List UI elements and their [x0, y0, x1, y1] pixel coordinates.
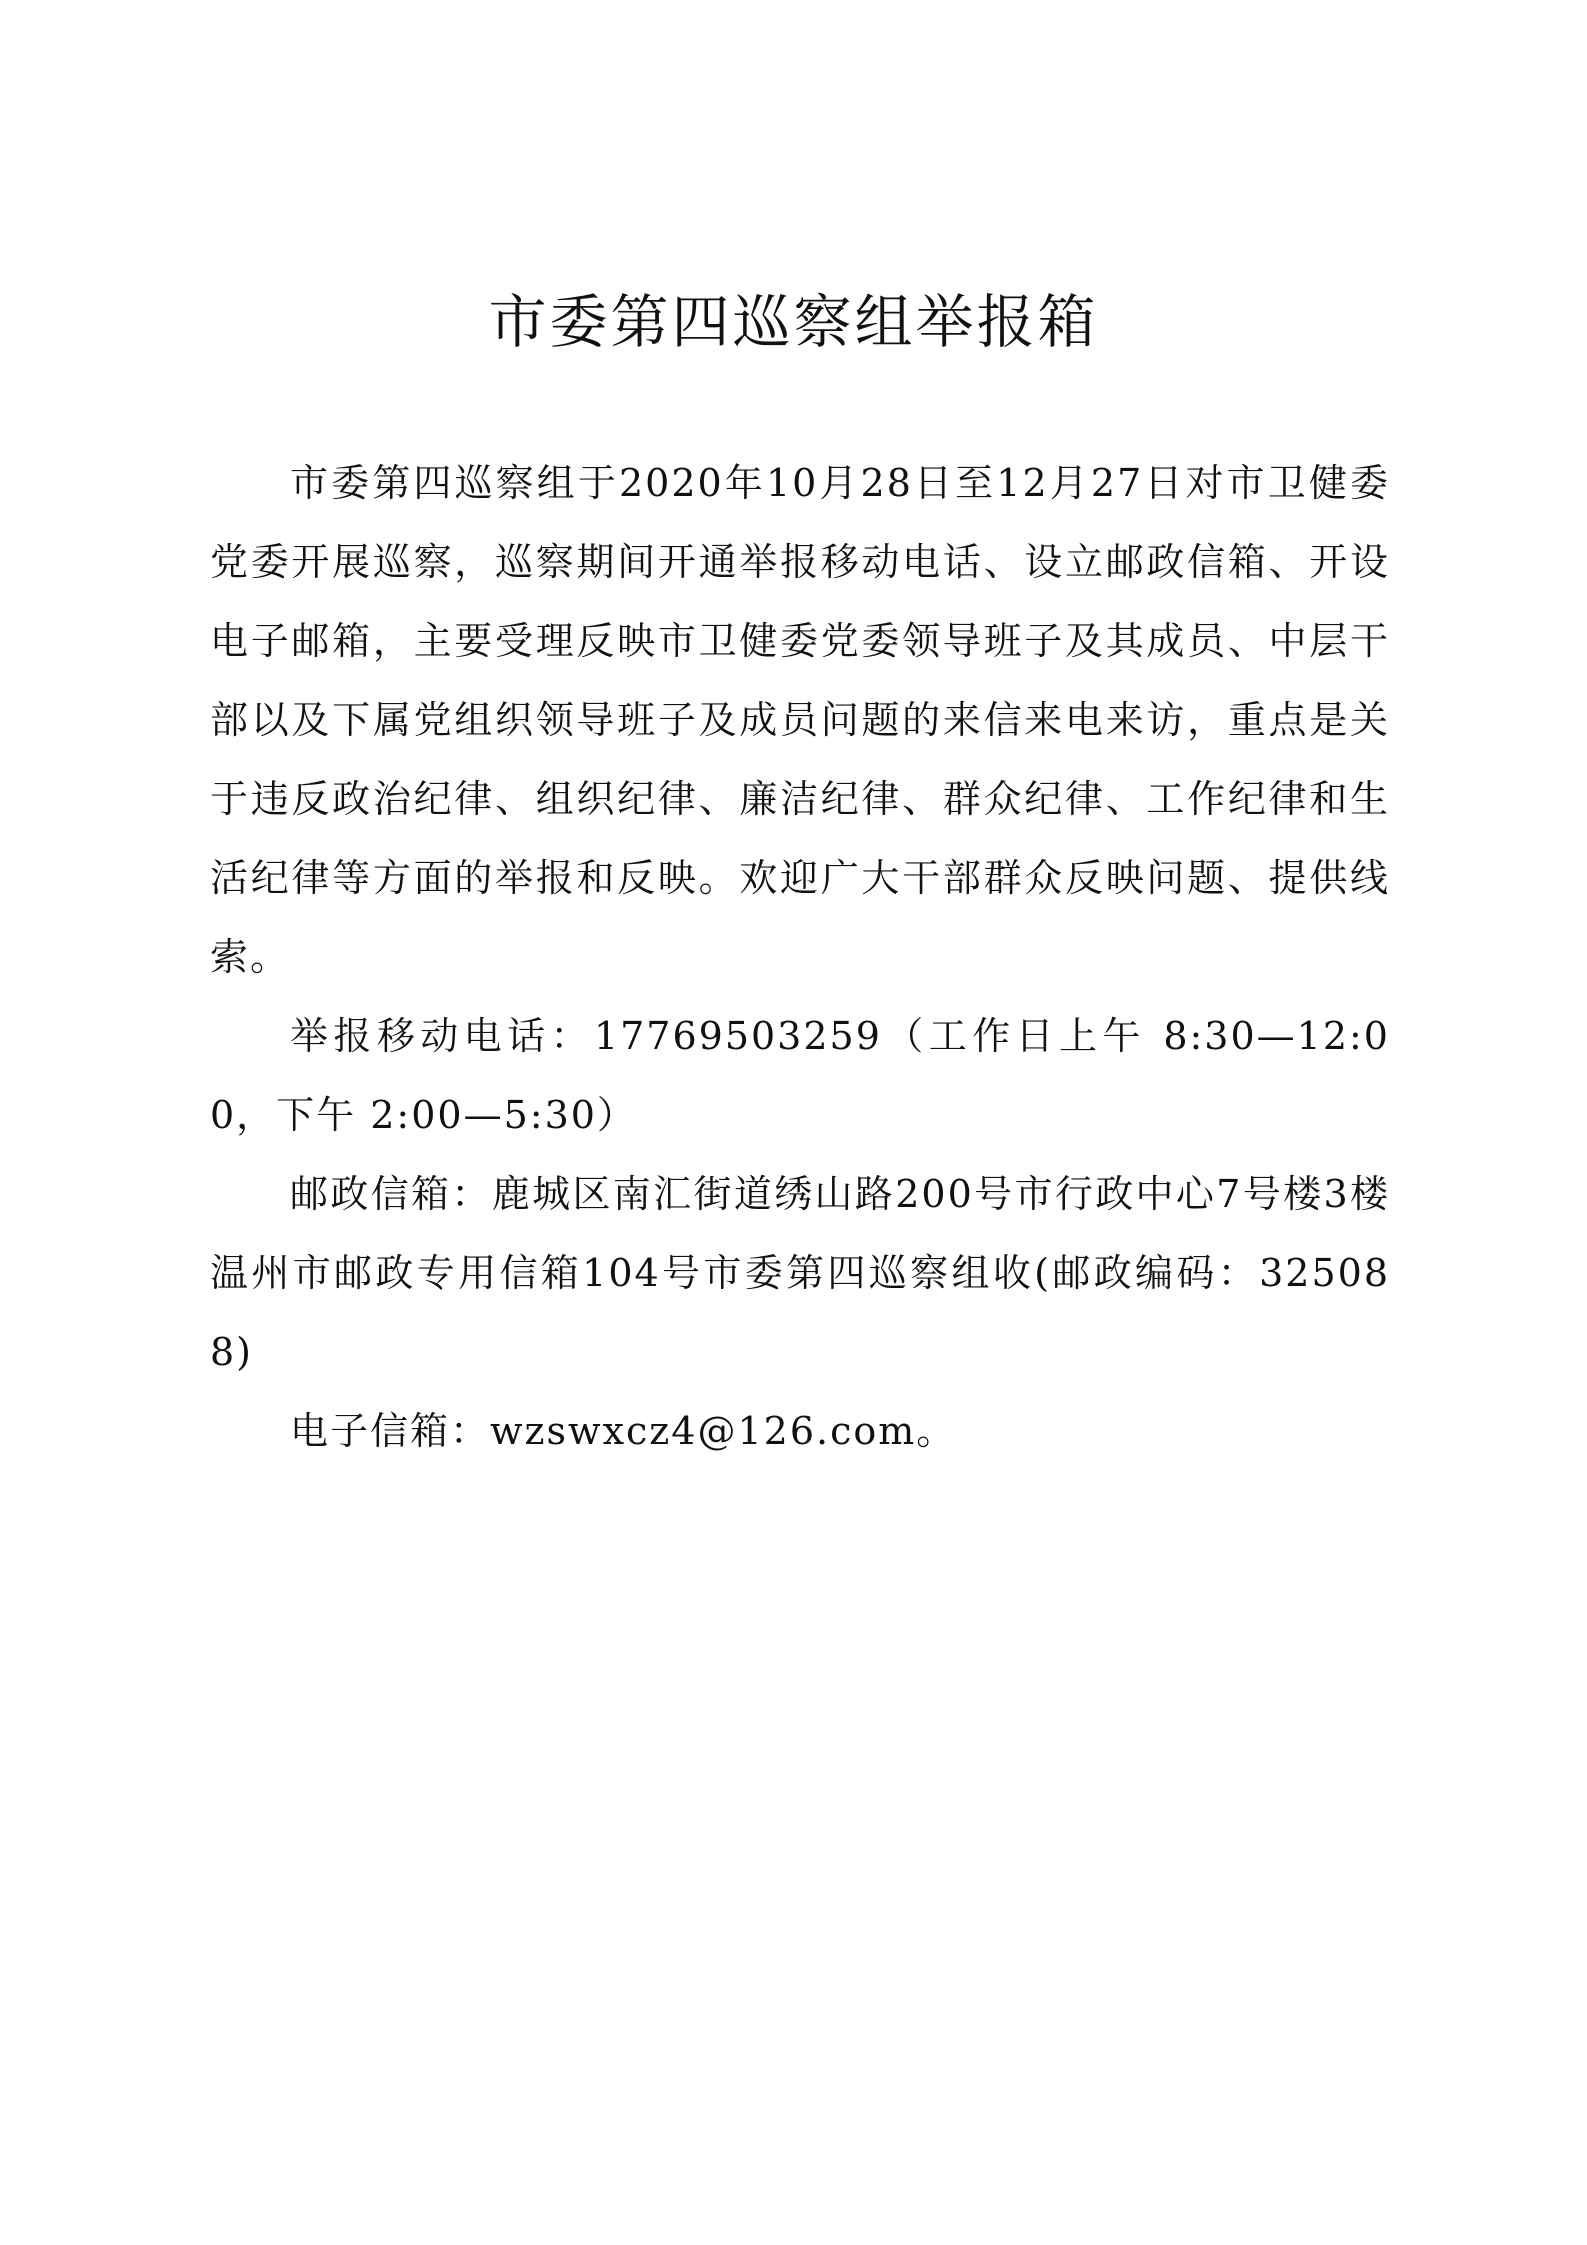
intro-paragraph: 市委第四巡察组于2020年10月28日至12月27日对市卫健委党委开展巡察，巡察期间开通举报移动电话、设立邮政信箱、开设电子邮箱，主要受理反映市卫健委党委领导班子及其成员、中层干部以及下属党组织领导班子及成员问题的来信来电来访，重点是关于违反政治纪律、组织纪律、廉洁纪律、群众纪律、工作纪律和生活纪律等方面的举报和反映。欢迎广大干部群众反映问题、提供线索。	[210, 461, 1390, 979]
phone-paragraph: 举报移动电话：17769503259（工作日上午 8:30—12:00，下午 2:00—5:30）	[210, 1014, 1390, 1137]
document-title: 市委第四巡察组举报箱	[488, 288, 1099, 356]
postal-paragraph: 邮政信箱：鹿城区南汇街道绣山路200号市行政中心7号楼3楼温州市邮政专用信箱104号市委第四巡察组收(邮政编码：325088)	[210, 1172, 1390, 1374]
email-paragraph: 电子信箱：wzswxcz4@126.com。	[290, 1409, 957, 1453]
document-body	[210, 444, 1390, 1471]
